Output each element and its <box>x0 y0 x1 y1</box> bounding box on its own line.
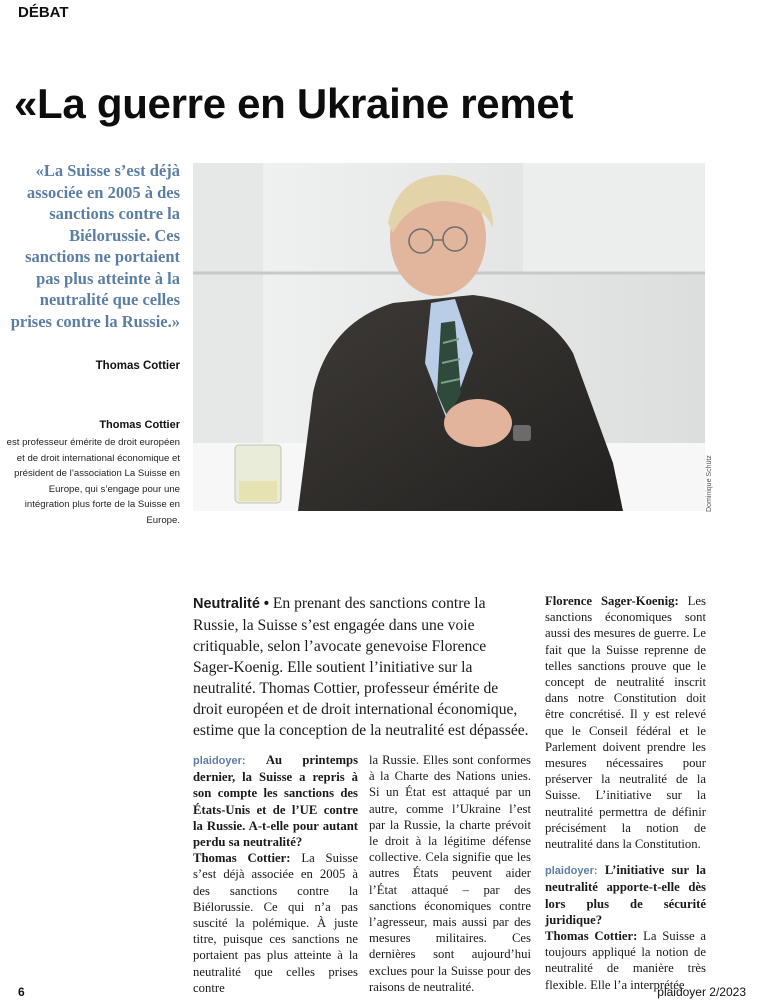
pull-quote: «La Suisse s’est déjà associée en 2005 à des sanctions contre la Biélorussie. Ces sanctions ne portaient pas plus atteinte à la neutralité que celles prises contre la Russie.» <box>10 161 180 331</box>
answer-text: La Suisse s’est déjà associée en 2005 à des sanctions contre la Biélorussie. Ce qui n’a pas suscité la polémique. À juste titre, puisque ces sanctions ne portaient pas plus atteinte à la neutralité que celles prises contre <box>193 851 358 995</box>
question-block <box>193 752 358 850</box>
interview-question: L’initiative sur la neutralité apporte-t-elle dès lors plus de sécurité juridique? <box>545 863 706 927</box>
interview-question: Au printemps dernier, la Suisse a repris à son compte les sanctions des États-Unis et de l’UE contre la Russie. A-t-elle pour autant perdu sa neutralité? <box>193 753 359 850</box>
speaker-name: Florence Sager-Koenig: <box>545 594 679 608</box>
photo-credit: Dominique Schütz <box>706 455 713 512</box>
answer-text: la Russie. Elles sont conformes à la Charte des Nations unies. Si un État est attaqué par un autre, comme l’Ukraine l’est par la Russie, la charte prévoit le droit à la légitime défense collective. Cela signifie que les autres États peuvent aider l’État attaqué – par des sanctions économiques contre l’agresseur, mais aussi par des mesures militaires. Ces dernières sont aujourd’hui exclues pour la Suisse pour des raisons de neutralité. <box>369 753 531 994</box>
bio-text: est professeur émérite de droit européen et de droit international économique et président de l’association La Suisse en Europe, qui s’engage pour une intégration plus forte de la Suisse en Europe. <box>6 437 180 526</box>
text-column-1 <box>193 752 358 996</box>
speaker-name: Thomas Cottier: <box>193 851 291 866</box>
answer-block <box>545 928 706 993</box>
pull-quote-author: Thomas Cottier <box>95 360 180 372</box>
answer-text: La Suisse a toujours appliqué la notion de neutralité de manière très flexible. Elle l’a interprétée <box>545 929 706 992</box>
portrait-illustration <box>193 163 705 511</box>
answer-block <box>193 850 358 996</box>
article-lead <box>193 593 530 741</box>
bio-name: Thomas Cottier <box>99 419 180 431</box>
interviewer-tag: plaidoyer: <box>545 865 598 878</box>
speaker-name: Thomas Cottier: <box>545 929 638 944</box>
page-number: 6 <box>18 985 25 999</box>
lead-text: En prenant des sanctions contre la Russie, la Suisse s’est engagée dans une voie critiquable, selon l’avocate genevoise Florence Sager-Koenig. Elle soutient l’initiative sur la neutralité. Thomas Cottier, professeur émérite de droit européen et de droit international économique, estime que la conception de la neutralité est dépassée. <box>193 595 529 739</box>
answer-text: Les sanctions économiques sont aussi des mesures de guerre. Le fait que la Suisse reprenne de telles sanctions prouve que le concept de neutralité inscrit dans notre Constitution doit être concrétisé. Il y est relevé que le Conseil fédéral et le Parlement doivent prendre les mesures nécessaires pour préserver la neutralité de la Suisse. L’initiative sur la neutralité permettra de définir précisément la notion de neutralité dans la Constitution. <box>545 594 706 852</box>
magazine-issue: plaidoyer 2/2023 <box>657 985 746 999</box>
answer-block <box>545 593 706 852</box>
article-headline: «La guerre en Ukraine remet <box>14 80 574 127</box>
text-column-3 <box>545 593 706 993</box>
text-column-2 <box>369 752 531 995</box>
question-block <box>545 862 706 928</box>
lead-keyword: Neutralité • <box>193 596 269 612</box>
interviewer-tag: plaidoyer: <box>193 755 246 767</box>
portrait-photo <box>193 163 705 511</box>
section-label: DÉBAT <box>18 4 69 21</box>
